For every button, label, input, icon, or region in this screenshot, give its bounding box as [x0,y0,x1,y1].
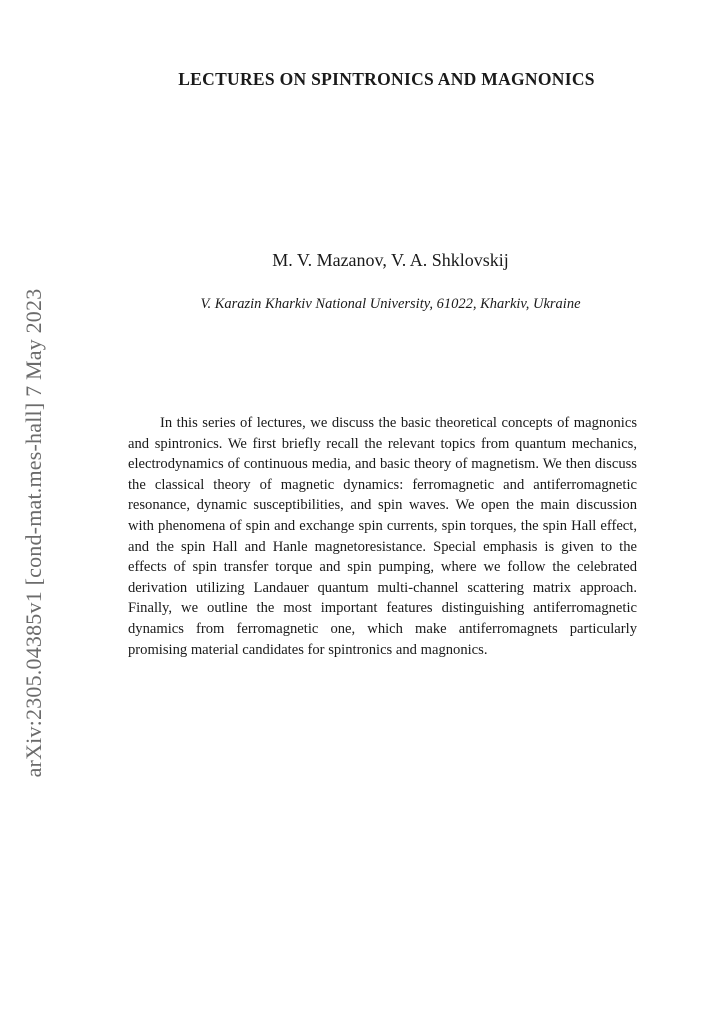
arxiv-identifier-stamp: arXiv:2305.04385v1 [cond-mat.mes-hall] 7 May 2023 [21,288,46,778]
paper-title: LECTURES ON SPINTRONICS AND MAGNONICS [178,69,595,89]
author-affiliation: V. Karazin Kharkiv National University, 61022, Kharkiv, Ukraine [200,296,581,312]
paper-authors: M. V. Mazanov, V. A. Shklovskij [272,250,509,270]
abstract-paragraph: In this series of lectures, we discuss the basic theoretical concepts of magnonics and spintronics. We first briefly recall the relevant topics from quantum mechanics, electrodynamics of continuous media, and basic theory of magnetism. We then discuss the classical theory of magnetic dynamics: ferromagnetic and antiferromagnetic resonance, dynamic susceptibilities, and spin waves. We open the main discussion with phenomena of spin and exchange spin currents, spin torques, the spin Hall effect, and the spin Hall and Hanle magnetoresistance. Special emphasis is given to the effects of spin transfer torque and spin pumping, where we follow the celebrated derivation utilizing Landauer quantum multi-channel scattering matrix approach. Finally, we outline the most important features distinguishing antiferromagnetic dynamics from ferromagnetic one, which make antiferromagnets particularly promising material candidates for spintronics and magnonics. [128,415,637,658]
